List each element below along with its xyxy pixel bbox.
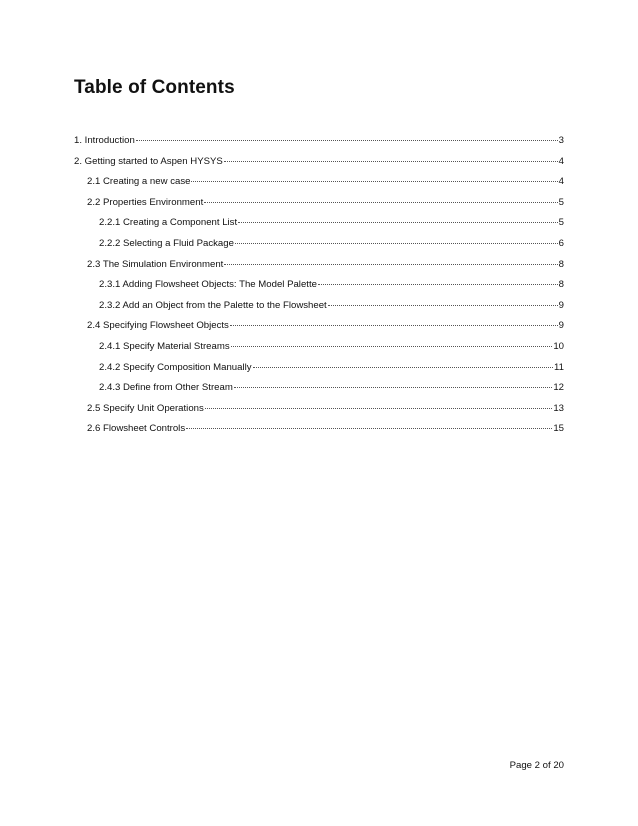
toc-entry-label: 2. Getting started to Aspen HYSYS — [74, 155, 223, 167]
toc-dot-leader — [231, 336, 553, 347]
toc-dot-leader — [204, 192, 557, 203]
toc-entry-label: 2.2.2 Selecting a Fluid Package — [99, 238, 234, 249]
toc-dot-leader — [191, 171, 557, 182]
toc-entry[interactable] — [87, 194, 564, 208]
toc-dot-leader — [328, 295, 558, 306]
toc-page-number: 4 — [558, 155, 564, 167]
toc-dot-leader — [253, 357, 554, 368]
toc-dot-leader — [224, 151, 558, 162]
toc-page-number: 11 — [554, 361, 564, 373]
page-title: Table of Contents — [74, 77, 235, 98]
toc-entry-label: 2.4 Specifying Flowsheet Objects — [87, 320, 229, 332]
toc-page-number: 4 — [558, 176, 564, 188]
toc-dot-leader — [136, 130, 558, 141]
toc-dot-leader — [224, 254, 557, 265]
toc-entry[interactable] — [87, 256, 564, 270]
toc-dot-leader — [186, 418, 552, 429]
toc-entry[interactable] — [99, 214, 564, 228]
toc-entry-label: 2.4.3 Define from Other Stream — [99, 382, 233, 394]
toc-entry[interactable] — [87, 317, 564, 331]
toc-entry[interactable] — [74, 132, 564, 146]
toc-page-number: 9 — [558, 299, 564, 311]
toc-entry-label: 2.4.2 Specify Composition Manually — [99, 361, 252, 373]
toc-dot-leader — [235, 233, 558, 244]
toc-entry-label: 2.2 Properties Environment — [87, 196, 204, 208]
toc-dot-leader — [238, 212, 558, 223]
toc-entry[interactable] — [99, 379, 564, 393]
toc-dot-leader — [230, 315, 558, 326]
toc-entry-label: 2.1 Creating a new case — [87, 176, 191, 188]
toc-dot-leader — [205, 398, 553, 409]
toc-entry-label: 2.3 The Simulation Environment — [87, 258, 224, 270]
toc-entry[interactable] — [99, 297, 564, 311]
toc-dot-leader — [234, 377, 552, 388]
toc-entry-label: 1. Introduction — [74, 135, 135, 146]
toc-page-number: 8 — [558, 258, 564, 270]
toc-page-number: 6 — [558, 238, 564, 249]
toc-entry[interactable] — [74, 153, 564, 167]
toc-page-number: 5 — [558, 196, 564, 208]
toc-entry[interactable] — [99, 235, 564, 249]
toc-entry-label: 2.3.2 Add an Object from the Palette to the Flowsheet — [99, 299, 327, 311]
toc-dot-leader — [318, 274, 558, 285]
toc-entry-label: 2.4.1 Specify Material Streams — [99, 341, 230, 352]
toc-entry-label: 2.2.1 Creating a Component List — [99, 217, 238, 229]
toc-entry[interactable] — [99, 276, 564, 290]
toc-page-number: 8 — [558, 279, 564, 291]
toc-entry-label: 2.6 Flowsheet Controls — [87, 423, 186, 435]
toc-entry[interactable] — [87, 173, 564, 187]
toc-entry-label: 2.5 Specify Unit Operations — [87, 402, 204, 414]
toc-page-number: 9 — [558, 320, 564, 332]
toc-entry[interactable] — [87, 420, 564, 434]
toc-entry[interactable] — [87, 400, 564, 414]
toc-page-number: 5 — [558, 217, 564, 229]
page-number-footer: Page 2 of 20 — [509, 760, 564, 771]
toc-page-number: 10 — [553, 341, 564, 352]
toc-entry[interactable] — [99, 338, 564, 352]
toc-page-number: 15 — [553, 423, 564, 435]
toc-page-number: 12 — [553, 382, 564, 394]
toc-page-number: 3 — [558, 135, 564, 146]
toc-page-number: 13 — [553, 402, 564, 414]
toc-entry[interactable] — [99, 359, 564, 373]
toc-entry-label: 2.3.1 Adding Flowsheet Objects: The Model Palette — [99, 279, 317, 291]
